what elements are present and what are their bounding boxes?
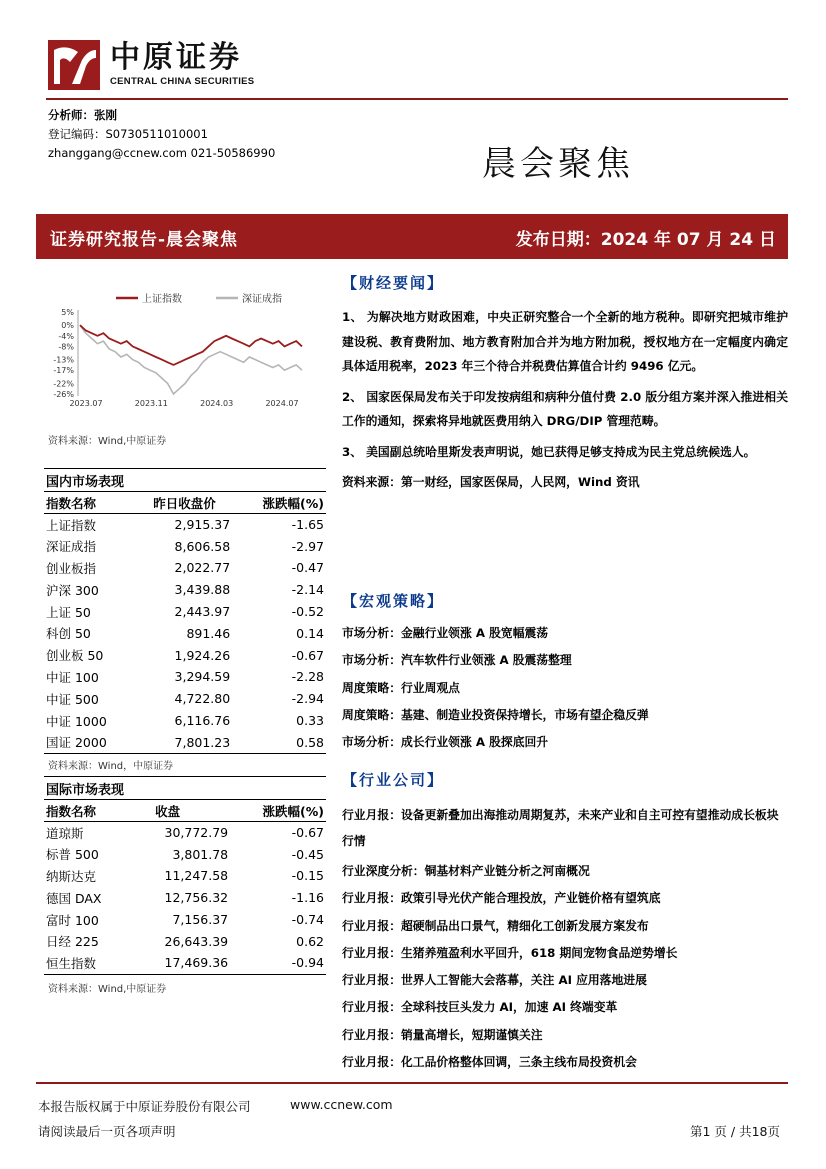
table-row: 科创 50 891.46 0.14 xyxy=(46,625,324,642)
industry-item[interactable]: 行业深度分析：铜基材料产业链分析之河南概况 xyxy=(342,864,590,878)
macro-list xyxy=(342,620,788,756)
col-header: 收盘 xyxy=(131,800,230,822)
international-market-table xyxy=(44,776,326,975)
analyst-contact[interactable]: zhanggang@ccnew.com 021-50586990 xyxy=(48,146,276,160)
brand-name-en: CENTRAL CHINA SECURITIES xyxy=(110,76,255,87)
series-line-sz xyxy=(80,325,302,394)
news-item: 3、 美国副总统哈里斯发表声明说，她已获得足够支持成为民主党总统候选人。 xyxy=(342,444,756,459)
brand-name-cn: 中原证券 xyxy=(110,40,242,75)
finance-news-list xyxy=(342,305,788,495)
header-rule xyxy=(46,98,788,100)
x-tick-label: 2024.03 xyxy=(200,399,234,408)
table-row: 中证 1000 6,116.76 0.33 xyxy=(46,713,324,729)
industry-item[interactable]: 行业月报：超硬制品出口景气，精细化工创新发展方案发布 xyxy=(342,918,649,933)
table-row: 上证指数 2,915.37 -1.65 xyxy=(46,517,324,533)
publish-date: 发布日期：2024 年 07 月 24 日 xyxy=(515,230,776,250)
report-title: 晨会聚焦 xyxy=(482,144,634,184)
y-tick-label: -13% xyxy=(53,355,74,365)
chart-legend xyxy=(116,292,282,305)
industry-item[interactable]: 行业月报：全球科技巨头发力 AI，加速 AI 终端变革 xyxy=(342,1000,618,1015)
analyst-label: 分析师： xyxy=(48,108,94,122)
footer-page-number: 第1 页 / 共18页 xyxy=(690,1124,780,1139)
table-row: 中证 100 3,294.59 -2.28 xyxy=(46,669,324,685)
news-item: 1、 为解决地方财政困难，中央正研究整合一个全新的地方税种。即研究把城市维护建设税、教育费附加、地方教育附加合并为地方附加税，授权地方在一定幅度内确定具体适用税率，2023 年三个待合并税费估算值合计约 9496 亿元。 xyxy=(342,310,788,373)
industry-item[interactable]: 行业月报：化工品价格整体回调，三条主线布局投资机会 xyxy=(342,1055,637,1070)
news-source: 资料来源：第一财经，国家医保局，人民网，Wind 资讯 xyxy=(342,475,640,489)
x-tick-label: 2023.07 xyxy=(69,399,103,408)
news-item: 2、 国家医保局发布关于印发按病组和病种分值付费 2.0 版分组方案并深入推进相关工作的通知，探索将异地就医费用纳入 DRG/DIP 管理范畴。 xyxy=(342,389,788,428)
macro-heading: 【宏观策略】 xyxy=(342,592,445,610)
industry-heading: 【行业公司】 xyxy=(342,771,445,789)
y-tick-label: -8% xyxy=(58,342,74,352)
footer-disclaimer: 请阅读最后一页各项声明 xyxy=(38,1124,176,1139)
index-trend-chart xyxy=(40,286,320,416)
table-row: 富时 100 7,156.37 -0.74 xyxy=(46,912,324,928)
company-logo xyxy=(48,40,263,90)
reg-number: S0730511010001 xyxy=(105,127,208,141)
table-row: 恒生指数 17,469.36 -0.94 xyxy=(44,952,326,974)
international-title: 国际市场表现 xyxy=(44,777,326,800)
industry-item[interactable]: 行业月报：设备更新叠加出海推动周期复苏，未来产业和自主可控有望推动成长板块行情 xyxy=(342,808,779,848)
macro-item[interactable]: 市场分析：金融行业领涨 A 股宽幅震荡 xyxy=(342,626,549,640)
table-row: 日经 225 26,643.39 0.62 xyxy=(46,933,324,950)
domestic-source: 资料来源：Wind，中原证券 xyxy=(48,761,174,772)
y-axis-ticks xyxy=(53,308,74,399)
col-header: 涨跌幅(%) xyxy=(230,800,326,822)
table-row: 道琼斯 30,772.79 -0.67 xyxy=(46,825,324,841)
industry-list xyxy=(342,802,788,1076)
table-row: 沪深 300 3,439.88 -2.14 xyxy=(46,582,324,598)
footer-copyright: 本报告版权属于中原证券股份有限公司 xyxy=(38,1099,251,1114)
footer-website[interactable]: www.ccnew.com xyxy=(290,1097,393,1112)
x-axis-ticks xyxy=(69,399,298,408)
table-row: 创业板 50 1,924.26 -0.67 xyxy=(46,647,324,664)
y-tick-label: -4% xyxy=(58,331,74,341)
table-row: 标普 500 3,801.78 -0.45 xyxy=(46,846,324,863)
series-line-sh xyxy=(80,325,302,365)
macro-item[interactable]: 市场分析：成长行业领涨 A 股探底回升 xyxy=(342,735,549,750)
x-tick-label: 2023.11 xyxy=(134,399,168,408)
table-row: 创业板指 2,022.77 -0.47 xyxy=(46,560,324,576)
x-tick-label: 2024.07 xyxy=(265,399,299,408)
industry-item[interactable]: 行业月报：生猪养殖盈利水平回升，618 期间宠物食品逆势增长 xyxy=(342,945,678,960)
table-row: 中证 500 4,722.80 -2.94 xyxy=(46,691,324,707)
report-type: 证券研究报告-晨会聚焦 xyxy=(50,230,239,250)
y-tick-label: 0% xyxy=(61,321,74,331)
macro-item[interactable]: 周度策略：行业周观点 xyxy=(342,680,460,695)
macro-item[interactable]: 市场分析：汽车软件行业领涨 A 股震荡整理 xyxy=(342,653,572,668)
legend-label-sh: 上证指数 xyxy=(142,294,182,305)
table-row: 国证 2000 7,801.23 0.58 xyxy=(44,731,326,753)
col-header: 指数名称 xyxy=(44,492,137,514)
analyst-info xyxy=(48,106,275,163)
reg-label: 登记编码： xyxy=(48,127,106,141)
chart-source: 资料来源：Wind,中原证券 xyxy=(48,436,167,447)
report-banner xyxy=(36,214,788,259)
footer-rule xyxy=(36,1082,788,1084)
y-tick-label: -22% xyxy=(53,379,74,389)
col-header: 涨跌幅(%) xyxy=(232,492,326,514)
table-row: 上证 50 2,443.97 -0.52 xyxy=(46,604,324,620)
y-tick-label: -17% xyxy=(53,366,74,376)
col-header: 指数名称 xyxy=(44,800,131,822)
industry-item[interactable]: 行业月报：销量高增长，短期谨慎关注 xyxy=(342,1027,543,1042)
table-row: 德国 DAX 12,756.32 -1.16 xyxy=(46,890,324,906)
table-row: 纳斯达克 11,247.58 -0.15 xyxy=(46,868,324,884)
table-row: 深证成指 8,606.58 -2.97 xyxy=(46,538,324,555)
col-header: 昨日收盘价 xyxy=(137,492,232,514)
y-tick-label: -26% xyxy=(53,390,74,399)
international-source: 资料来源：Wind,中原证券 xyxy=(48,984,167,995)
domestic-market-table xyxy=(44,468,326,754)
industry-item[interactable]: 行业月报：政策引导光伏产能合理投放，产业链价格有望筑底 xyxy=(342,891,661,906)
y-tick-label: 5% xyxy=(61,308,74,317)
industry-item[interactable]: 行业月报：世界人工智能大会落幕，关注 AI 应用落地进展 xyxy=(342,973,647,988)
analyst-name: 张刚 xyxy=(94,108,117,122)
brand-mark-icon xyxy=(48,40,100,90)
macro-item[interactable]: 周度策略：基建、制造业投资保持增长，市场有望企稳反弹 xyxy=(342,707,649,722)
finance-news-heading: 【财经要闻】 xyxy=(342,274,445,292)
legend-label-sz: 深证成指 xyxy=(242,294,282,305)
domestic-title: 国内市场表现 xyxy=(44,469,326,492)
